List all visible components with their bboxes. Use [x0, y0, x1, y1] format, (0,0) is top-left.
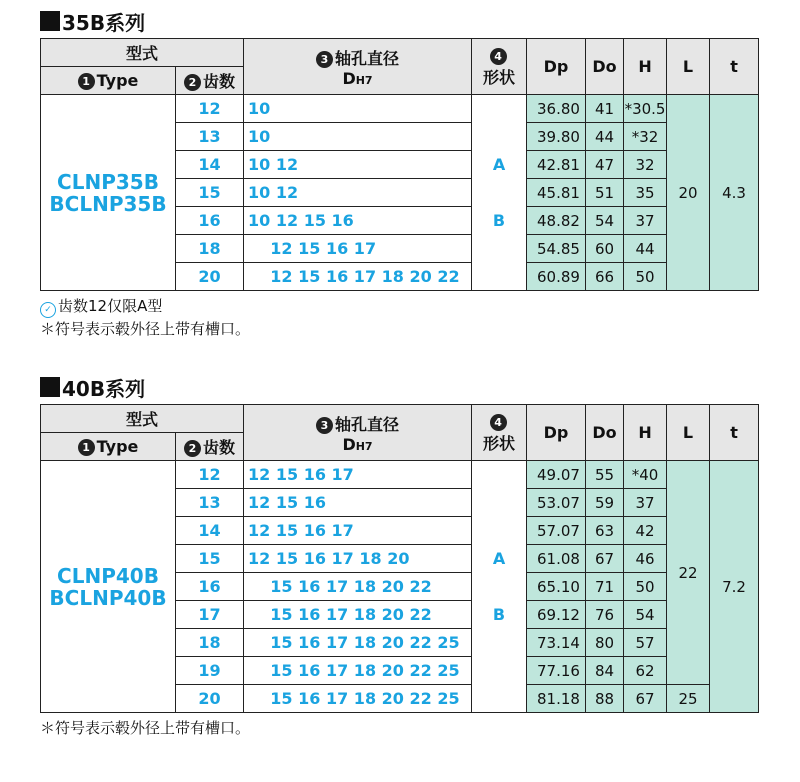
dp-cell: 60.89: [527, 263, 586, 291]
do-cell: 59: [586, 489, 624, 517]
header-dp: Dp: [527, 405, 586, 461]
note-text: ＊符号表示毂外径上带有槽口。: [40, 320, 251, 338]
circle-4-icon: 4: [490, 48, 507, 65]
dp-cell: 39.80: [527, 123, 586, 151]
circle-1-icon: 1: [78, 73, 95, 90]
teeth-cell: 18: [176, 629, 244, 657]
header-type-label: Type: [96, 437, 139, 456]
header-teeth-label: 齿数: [203, 72, 236, 91]
type-name-cell: [41, 95, 176, 291]
h-cell: *30.5: [624, 95, 667, 123]
bore-cell: 15 16 17 18 20 22 25: [244, 629, 472, 657]
do-cell: 51: [586, 179, 624, 207]
header-shape: [472, 39, 527, 95]
h-cell: 32: [624, 151, 667, 179]
do-cell: 60: [586, 235, 624, 263]
spec-table-40b: [40, 404, 759, 713]
t-cell: 7.2: [710, 461, 759, 713]
header-bore-sub: H7: [355, 73, 373, 87]
bore-cell: 10 12: [244, 151, 472, 179]
shape-cell: [472, 95, 527, 291]
shape-a: A: [492, 548, 506, 568]
do-cell: 88: [586, 685, 624, 713]
h-cell: 46: [624, 545, 667, 573]
h-cell: 50: [624, 573, 667, 601]
header-teeth: [176, 433, 244, 461]
type-name: BCLNP35B: [49, 191, 167, 216]
header-bore-sub: H7: [355, 439, 373, 453]
do-cell: 55: [586, 461, 624, 489]
l-cell: 20: [667, 95, 710, 291]
h-cell: 54: [624, 601, 667, 629]
header-dp: Dp: [527, 39, 586, 95]
circle-2-icon: 2: [184, 440, 201, 457]
section-title: [40, 8, 760, 34]
do-cell: 47: [586, 151, 624, 179]
teeth-cell: 14: [176, 517, 244, 545]
table-row: [41, 461, 759, 489]
header-l: L: [667, 405, 710, 461]
teeth-cell: 17: [176, 601, 244, 629]
square-bullet-icon: [40, 377, 60, 397]
teeth-cell: 13: [176, 123, 244, 151]
bore-cell: 12 15 16 17 18 20: [244, 545, 472, 573]
h-cell: 50: [624, 263, 667, 291]
h-cell: 57: [624, 629, 667, 657]
section-title-text: 35B系列: [62, 10, 146, 35]
l-cell: 25: [667, 685, 710, 713]
bore-cell: 12 15 16 17 18 20 22: [244, 263, 472, 291]
note-text: ＊符号表示毂外径上带有槽口。: [40, 719, 251, 737]
teeth-cell: 16: [176, 207, 244, 235]
spec-table-35b: [40, 38, 759, 291]
tip-icon: ✓: [40, 302, 56, 318]
dp-cell: 65.10: [527, 573, 586, 601]
section-title-text: 40B系列: [62, 376, 146, 401]
header-model: 型式: [41, 39, 244, 67]
do-cell: 44: [586, 123, 624, 151]
teeth-cell: 12: [176, 95, 244, 123]
h-cell: 62: [624, 657, 667, 685]
note-block: [40, 717, 760, 739]
bore-cell: 12 15 16 17: [244, 517, 472, 545]
bore-cell: 10: [244, 123, 472, 151]
type-name-cell: [41, 461, 176, 713]
shape-a: A: [492, 154, 506, 174]
bore-cell: 10 12 15 16: [244, 207, 472, 235]
section-35b: [40, 8, 760, 340]
dp-cell: 48.82: [527, 207, 586, 235]
teeth-cell: 14: [176, 151, 244, 179]
do-cell: 41: [586, 95, 624, 123]
do-cell: 76: [586, 601, 624, 629]
header-shape-label: 形状: [483, 433, 516, 453]
bore-cell: 12 15 16: [244, 489, 472, 517]
type-name: CLNP35B: [57, 169, 159, 194]
h-cell: 37: [624, 489, 667, 517]
h-cell: 37: [624, 207, 667, 235]
h-cell: 35: [624, 179, 667, 207]
header-do: Do: [586, 39, 624, 95]
dp-cell: 42.81: [527, 151, 586, 179]
do-cell: 63: [586, 517, 624, 545]
circle-3-icon: 3: [316, 417, 333, 434]
dp-cell: 77.16: [527, 657, 586, 685]
header-h: H: [624, 39, 667, 95]
table-row: [41, 95, 759, 123]
h-cell: *32: [624, 123, 667, 151]
circle-1-icon: 1: [78, 439, 95, 456]
header-teeth-label: 齿数: [203, 438, 236, 457]
h-cell: *40: [624, 461, 667, 489]
bore-cell: 12 15 16 17: [244, 461, 472, 489]
header-shape: [472, 405, 527, 461]
teeth-cell: 15: [176, 179, 244, 207]
dp-cell: 45.81: [527, 179, 586, 207]
section-title: [40, 374, 760, 400]
teeth-cell: 20: [176, 263, 244, 291]
h-cell: 67: [624, 685, 667, 713]
section-40b: [40, 374, 760, 739]
dp-cell: 69.12: [527, 601, 586, 629]
circle-4-icon: 4: [490, 414, 507, 431]
bore-cell: 15 16 17 18 20 22: [244, 601, 472, 629]
header-bore-label: 轴孔直径: [335, 414, 400, 434]
shape-cell: [472, 461, 527, 713]
teeth-cell: 20: [176, 685, 244, 713]
do-cell: 80: [586, 629, 624, 657]
dp-cell: 53.07: [527, 489, 586, 517]
dp-cell: 73.14: [527, 629, 586, 657]
dp-cell: 49.07: [527, 461, 586, 489]
dp-cell: 54.85: [527, 235, 586, 263]
header-do: Do: [586, 405, 624, 461]
bore-cell: 15 16 17 18 20 22 25: [244, 657, 472, 685]
header-type: [41, 433, 176, 461]
note-text: 齿数12仅限A型: [58, 297, 163, 315]
do-cell: 54: [586, 207, 624, 235]
type-name: CLNP40B: [57, 563, 159, 588]
header-bore-main: D: [342, 68, 356, 88]
header-shape-label: 形状: [483, 67, 516, 87]
h-cell: 42: [624, 517, 667, 545]
note-line: [40, 295, 760, 318]
dp-cell: 36.80: [527, 95, 586, 123]
type-name: BCLNP40B: [49, 585, 167, 610]
header-bore: [244, 405, 472, 461]
teeth-cell: 12: [176, 461, 244, 489]
header-model: 型式: [41, 405, 244, 433]
bore-cell: 15 16 17 18 20 22 25: [244, 685, 472, 713]
bore-cell: 10 12: [244, 179, 472, 207]
shape-b: B: [492, 604, 506, 624]
note-block: [40, 295, 760, 340]
circle-3-icon: 3: [316, 51, 333, 68]
header-type: [41, 67, 176, 95]
teeth-cell: 16: [176, 573, 244, 601]
bore-cell: 10: [244, 95, 472, 123]
header-teeth: [176, 67, 244, 95]
dp-cell: 61.08: [527, 545, 586, 573]
do-cell: 84: [586, 657, 624, 685]
header-h: H: [624, 405, 667, 461]
shape-b: B: [492, 210, 506, 230]
teeth-cell: 19: [176, 657, 244, 685]
header-bore-main: D: [342, 434, 356, 454]
h-cell: 44: [624, 235, 667, 263]
teeth-cell: 13: [176, 489, 244, 517]
teeth-cell: 18: [176, 235, 244, 263]
header-bore: [244, 39, 472, 95]
dp-cell: 81.18: [527, 685, 586, 713]
header-l: L: [667, 39, 710, 95]
teeth-cell: 15: [176, 545, 244, 573]
square-bullet-icon: [40, 11, 60, 31]
header-t: t: [710, 405, 759, 461]
header-type-label: Type: [96, 71, 139, 90]
bore-cell: 15 16 17 18 20 22: [244, 573, 472, 601]
l-cell: 22: [667, 461, 710, 685]
do-cell: 71: [586, 573, 624, 601]
do-cell: 66: [586, 263, 624, 291]
circle-2-icon: 2: [184, 74, 201, 91]
header-bore-label: 轴孔直径: [335, 48, 400, 68]
header-t: t: [710, 39, 759, 95]
dp-cell: 57.07: [527, 517, 586, 545]
t-cell: 4.3: [710, 95, 759, 291]
do-cell: 67: [586, 545, 624, 573]
bore-cell: 12 15 16 17: [244, 235, 472, 263]
